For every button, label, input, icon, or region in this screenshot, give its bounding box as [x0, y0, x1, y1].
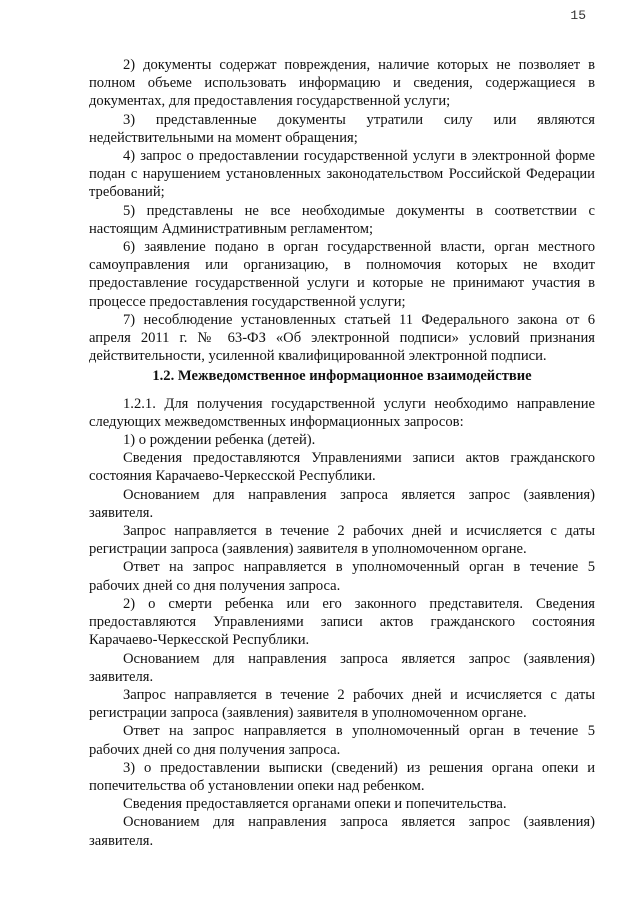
paragraph: Сведения предоставляется органами опеки и попечительства. [123, 796, 507, 813]
paragraph: Основанием для направления запроса является запрос (заявления) заявителя. [89, 650, 595, 685]
paragraph: 2) о смерти ребенка или его законного представителя. Сведения предоставляются Управлениями записи актов гражданского состояния Карачаево-Черкесской Республики. [89, 595, 595, 649]
paragraph: Сведения предоставляются Управлениями записи актов гражданского состояния Карачаево-Черкесской Республики. [89, 450, 595, 485]
paragraph: 5) представлены не все необходимые документы в соответствии с настоящим Административным регламентом; [89, 202, 595, 237]
document-body [89, 56, 595, 850]
paragraph: Ответ на запрос направляется в уполномоченный орган в течение 5 рабочих дней со дня получения запроса. [89, 559, 595, 594]
paragraph: 2) документы содержат повреждения, наличие которых не позволяет в полном объеме использовать информацию и сведения, содержащиеся в документах, для предоставления государственной услуги; [89, 57, 595, 110]
paragraph: Основанием для направления запроса является запрос (заявления) заявителя. [89, 814, 595, 849]
page-number: 15 [570, 8, 586, 23]
section-heading: 1.2. Межведомственное информационное взаимодействие [152, 368, 532, 385]
paragraph: 7) несоблюдение установленных статьей 11 Федерального закона от 6 апреля 2011 г. № 63-ФЗ «Об электронной подписи» условий признания действительности, усиленной квалифицированной электронной подписи. [89, 311, 595, 365]
paragraph: 3) представленные документы утратили силу или являются недействительными на момент обращения; [89, 111, 595, 146]
paragraph: 1.2.1. Для получения государственной услуги необходимо направление следующих межведомственных информационных запросов: [89, 395, 595, 430]
paragraph: Ответ на запрос направляется в уполномоченный орган в течение 5 рабочих дней со дня получения запроса. [89, 723, 595, 758]
paragraph: 1) о рождении ребенка (детей). [123, 432, 316, 449]
paragraph: 6) заявление подано в орган государственной власти, орган местного самоуправления или организацию, в полномочия которых не входит предоставление государственной услуги и которые не принимают участия в процессе предоставления государственной услуги; [89, 239, 595, 310]
paragraph: Запрос направляется в течение 2 рабочих дней и исчисляется с даты регистрации запроса (заявления) заявителя в уполномоченном органе. [89, 686, 595, 722]
paragraph: Основанием для направления запроса является запрос (заявления) заявителя. [89, 486, 595, 521]
paragraph: 4) запрос о предоставлении государственной услуги в электронной форме подан с нарушением установленных законодательством Российской Федерации требований; [89, 148, 595, 201]
paragraph: Запрос направляется в течение 2 рабочих дней и исчисляется с даты регистрации запроса (заявления) заявителя в уполномоченном органе. [89, 523, 595, 558]
paragraph: 3) о предоставлении выписки (сведений) из решения органа опеки и попечительства об установлении опеки над ребенком. [89, 759, 595, 794]
